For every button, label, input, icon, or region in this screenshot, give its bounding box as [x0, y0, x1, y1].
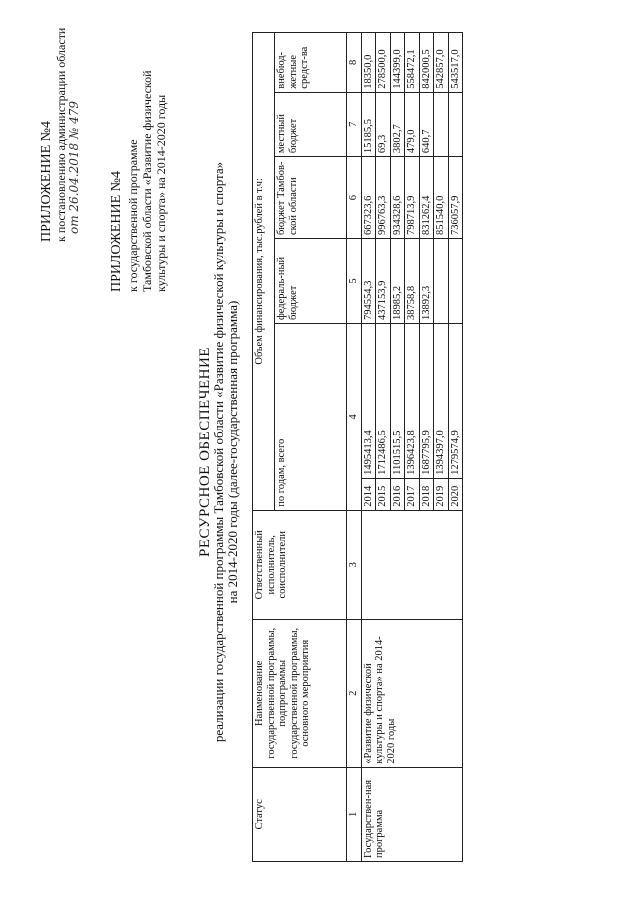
- status-cell: Государствен-ная программа: [361, 767, 463, 861]
- local-cell: [434, 92, 449, 156]
- year-cell: 2015: [376, 478, 391, 510]
- extra-cell: 558472,1: [405, 33, 420, 93]
- federal-cell: 18985,2: [390, 239, 405, 324]
- header-status: Статус: [253, 767, 347, 861]
- extra-cell: 842000,5: [419, 33, 434, 93]
- regional-cell: 851540,0: [434, 157, 449, 239]
- appendix-decree-line: к постановлению администрации области: [54, 27, 68, 242]
- total-cell: 1279574,9: [448, 324, 463, 479]
- federal-cell: 13892,3: [419, 239, 434, 324]
- heading-line-1: реализации государственной программы Тамбовской области «Развитие физической культуры и спорта»: [211, 161, 226, 743]
- col-number: 1: [347, 767, 362, 861]
- document-page: [20, 12, 620, 892]
- col-number: 2: [347, 619, 362, 767]
- appendix-program-line-2: Тамбовской области «Развитие физической: [140, 70, 154, 292]
- total-cell: 1687795,9: [419, 324, 434, 479]
- regional-cell: 736057,9: [448, 157, 463, 239]
- column-number-row: [347, 33, 362, 862]
- regional-cell: 996763,3: [376, 157, 391, 239]
- federal-cell: [434, 239, 449, 324]
- col-number: 7: [347, 92, 362, 156]
- local-cell: 3802,7: [390, 92, 405, 156]
- document-heading: [198, 12, 240, 892]
- local-cell: 479,0: [405, 92, 420, 156]
- local-cell: 15185,5: [361, 92, 376, 156]
- decree-date-number: от 26.04.2018 № 479: [67, 100, 81, 234]
- year-cell: 2014: [361, 478, 376, 510]
- header-regional: бюджет Тамбов-ской области: [275, 157, 347, 239]
- local-cell: [448, 92, 463, 156]
- table-row: [361, 33, 376, 862]
- appendix-program-line-1: к государственной программе: [126, 139, 140, 292]
- federal-cell: [448, 239, 463, 324]
- year-cell: 2018: [419, 478, 434, 510]
- appendix-program-title: ПРИЛОЖЕНИЕ №4: [109, 171, 124, 292]
- regional-cell: 831262,4: [419, 157, 434, 239]
- col-number: 8: [347, 33, 362, 93]
- appendix-program-line-3: культуры и спорта» на 2014-2020 годы: [154, 94, 168, 292]
- extra-cell: 18350,0: [361, 33, 376, 93]
- heading-line-2: на 2014-2020 годы (далее-государственная программа): [225, 300, 240, 604]
- header-federal: федераль-ный бюджет: [275, 239, 347, 324]
- heading-title: РЕСУРСНОЕ ОБЕСПЕЧЕНИЕ: [197, 347, 213, 557]
- regional-cell: 934328,6: [390, 157, 405, 239]
- federal-cell: 437153,9: [376, 239, 391, 324]
- header-local: местный бюджет: [275, 92, 347, 156]
- total-cell: 1101515,5: [390, 324, 405, 479]
- federal-cell: 794554,3: [361, 239, 376, 324]
- federal-cell: 38758,8: [405, 239, 420, 324]
- regional-cell: 667323,6: [361, 157, 376, 239]
- year-cell: 2019: [434, 478, 449, 510]
- header-responsible: Ответственный исполнитель, соисполнители: [253, 510, 347, 619]
- col-number: 6: [347, 157, 362, 239]
- appendix-title: ПРИЛОЖЕНИЕ №4: [39, 121, 54, 242]
- local-cell: 640,7: [419, 92, 434, 156]
- header-extra: внебюд-жетные средст-ва: [275, 33, 347, 93]
- responsible-cell: [361, 510, 463, 619]
- header-by-years: по годам, всего: [275, 324, 347, 511]
- col-number: 5: [347, 239, 362, 324]
- year-cell: 2016: [390, 478, 405, 510]
- regional-cell: 798713,9: [405, 157, 420, 239]
- total-cell: 1394397,0: [434, 324, 449, 479]
- year-cell: 2017: [405, 478, 420, 510]
- year-cell: 2020: [448, 478, 463, 510]
- col-number: 3: [347, 510, 362, 619]
- total-cell: 1712486,5: [376, 324, 391, 479]
- local-cell: 69,3: [376, 92, 391, 156]
- header-funding: Объем финансирования, тыс.рублей в т.ч:: [253, 33, 275, 511]
- appendix-program-block: [110, 22, 168, 292]
- appendix-decree-block: [40, 22, 81, 242]
- total-cell: 1495413,4: [361, 324, 376, 479]
- resource-table: [252, 32, 463, 862]
- col-number: 4: [347, 324, 362, 511]
- program-name-cell: «Развитие физической культуры и спорта» на 2014-2020 годы: [361, 619, 463, 767]
- extra-cell: 144399,0: [390, 33, 405, 93]
- extra-cell: 543517,0: [448, 33, 463, 93]
- total-cell: 1396423,8: [405, 324, 420, 479]
- extra-cell: 542857,0: [434, 33, 449, 93]
- header-name: Наименование государственной программы, подпрограммы государственной программы, основного мероприятия: [253, 619, 347, 767]
- extra-cell: 278500,0: [376, 33, 391, 93]
